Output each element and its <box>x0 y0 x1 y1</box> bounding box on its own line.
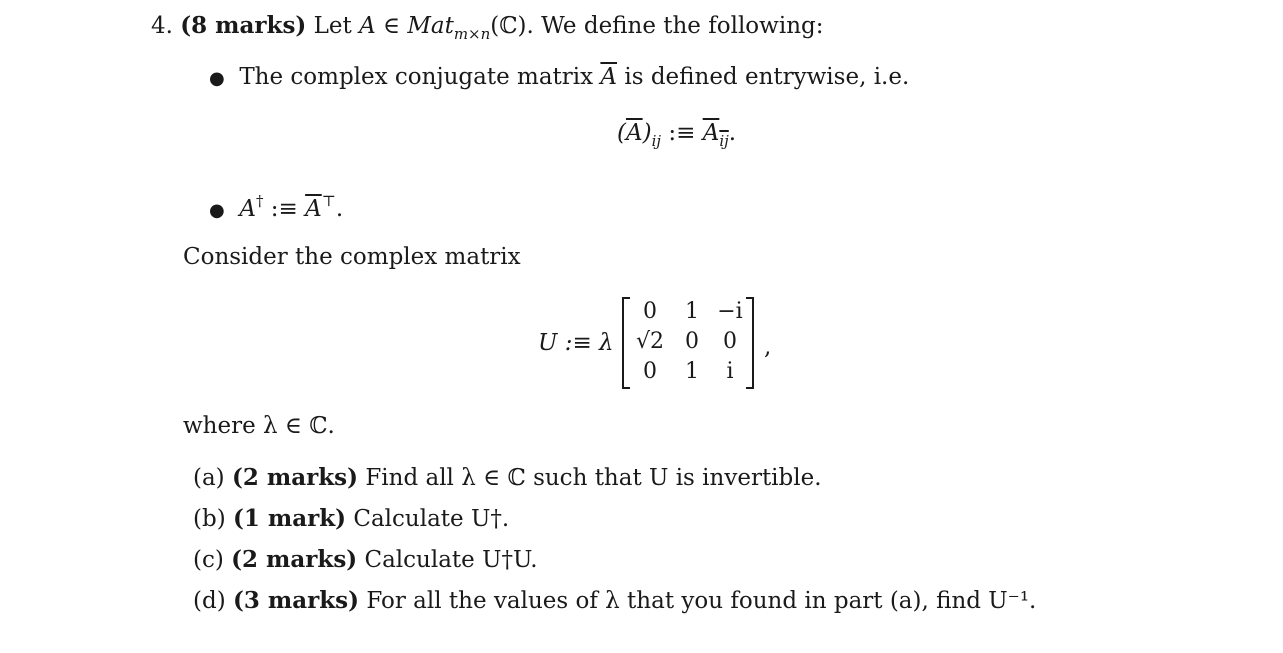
dagger-rhs: $\overline{A}$ <box>305 196 322 222</box>
intro-text: Let <box>313 13 352 39</box>
intro-tail: (ℂ). We define the following: <box>490 13 824 39</box>
mat-subscript: m×n <box>453 25 491 43</box>
matrix-U <box>622 297 754 389</box>
formula-assign: :≡ <box>668 120 696 146</box>
matrix-cell: −i <box>717 299 743 324</box>
part-text: Find all λ ∈ ℂ such that U is invertible. <box>365 465 822 491</box>
part-label: (b) <box>193 506 226 532</box>
part-label: (d) <box>193 588 226 614</box>
matrix-cell: 1 <box>685 359 699 384</box>
left-bracket <box>622 297 630 389</box>
bullet-conjugate <box>209 64 909 90</box>
conjugate-text-b: is defined entrywise, i.e. <box>624 64 910 90</box>
part-marks: (3 marks) <box>232 587 360 614</box>
matrix-cell: 0 <box>643 299 657 324</box>
matrix-cell: √2 <box>635 329 664 354</box>
matrix-lhs: U :≡ λ <box>538 330 614 356</box>
matrix-cell: 0 <box>643 359 657 384</box>
dagger-assign: :≡ <box>270 196 298 222</box>
conjugate-formula <box>617 120 736 150</box>
bullet-dot: ● <box>209 200 225 221</box>
part-marks: (2 marks) <box>231 546 358 573</box>
conjugate-symbol: $\overline{A}$ <box>600 64 618 90</box>
matrix-trail: , <box>764 334 772 360</box>
part-text: For all the values of λ that you found in part (a), find U⁻¹. <box>366 588 1037 614</box>
bullet-dot: ● <box>209 68 225 89</box>
question-marks: (8 marks) <box>180 12 307 39</box>
question-number: 4. <box>151 13 173 39</box>
part-label: (a) <box>193 465 225 491</box>
part-c <box>193 546 538 573</box>
matrix-cell: 0 <box>685 329 699 354</box>
where-text: where λ ∈ ℂ. <box>183 413 335 439</box>
part-label: (c) <box>193 547 224 573</box>
matrix-cell: i <box>726 359 734 384</box>
part-d <box>193 587 1036 614</box>
part-text: Calculate U†. <box>353 506 510 532</box>
consider-text: Consider the complex matrix <box>183 244 521 270</box>
question-header <box>151 12 823 43</box>
part-b <box>193 505 509 532</box>
matrix-cell: 0 <box>723 329 737 354</box>
part-text: Calculate U†U. <box>364 547 538 573</box>
dagger-rhs-sup: ⊤ <box>321 192 336 210</box>
mat-symbol: A ∈ Mat <box>359 13 454 39</box>
formula-lhs-sub: ij <box>651 132 662 150</box>
formula-rhs: $A_{ij}$ <box>702 120 729 150</box>
part-a <box>193 464 822 491</box>
bullet-dagger <box>209 192 343 222</box>
dagger-end: . <box>335 196 344 222</box>
conjugate-text-a: The complex conjugate matrix <box>239 64 594 90</box>
matrix-cell: 1 <box>685 299 699 324</box>
formula-lhs: $(\overline{A})$ <box>617 120 652 146</box>
dagger-sup: † <box>255 192 264 210</box>
part-marks: (1 mark) <box>232 505 347 532</box>
part-marks: (2 marks) <box>231 464 359 491</box>
formula-end: . <box>728 120 737 146</box>
dagger-lhs: A <box>239 196 256 222</box>
